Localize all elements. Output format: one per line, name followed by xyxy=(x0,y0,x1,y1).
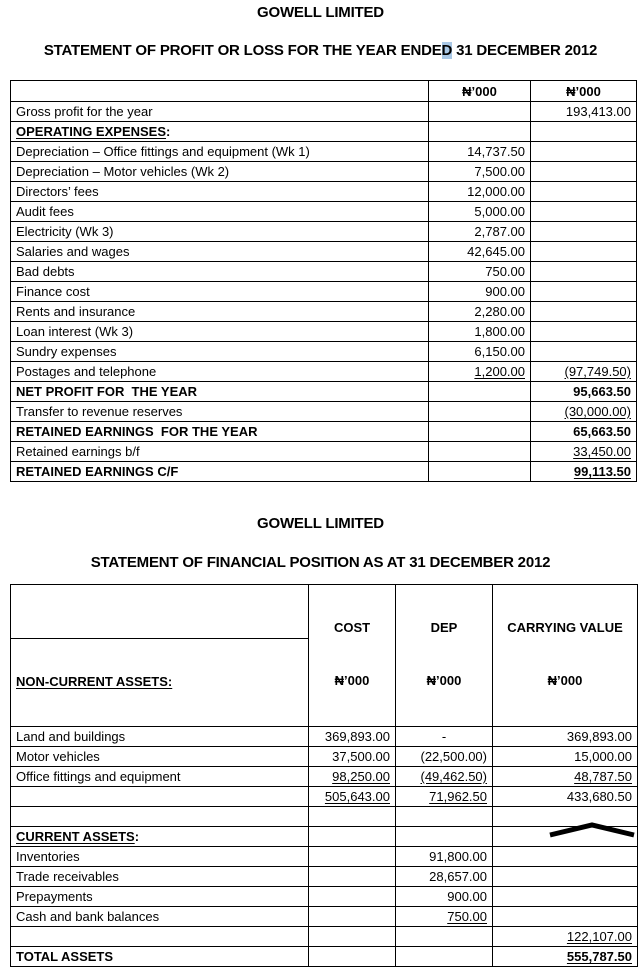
amount-cell: 15,000.00 xyxy=(493,747,638,767)
table-row xyxy=(11,727,638,747)
row-label-cell: Cash and bank balances xyxy=(11,907,309,927)
amount-cell xyxy=(309,887,396,907)
table-row xyxy=(11,322,637,342)
table-row xyxy=(11,847,638,867)
amount-cell: 95,663.50 xyxy=(531,382,637,402)
amount-cell: 1,200.00 xyxy=(429,362,531,382)
statement2-title xyxy=(0,555,641,571)
amount-cell: 505,643.00 xyxy=(309,787,396,807)
amount-cell: 122,107.00 xyxy=(493,927,638,947)
row-label-cell: Loan interest (Wk 3) xyxy=(11,322,429,342)
statement1-title-pre: STATEMENT OF PROFIT OR LOSS FOR THE YEAR ENDE xyxy=(43,42,442,59)
row-label-cell: RETAINED EARNINGS C/F xyxy=(11,462,429,482)
amount-cell: 42,645.00 xyxy=(429,242,531,262)
table-row xyxy=(11,787,638,807)
row-label-cell xyxy=(11,807,309,827)
amount-cell xyxy=(531,242,637,262)
row-label-cell: Finance cost xyxy=(11,282,429,302)
row-label-cell: Salaries and wages xyxy=(11,242,429,262)
row-label-cell: Inventories xyxy=(11,847,309,867)
table-row xyxy=(11,927,638,947)
amount-cell xyxy=(309,907,396,927)
row-label-cell: Directors’ fees xyxy=(11,182,429,202)
amount-cell xyxy=(429,462,531,482)
amount-cell xyxy=(531,302,637,322)
statement1-title xyxy=(0,43,641,59)
amount-cell: 6,150.00 xyxy=(429,342,531,362)
financial-position-table xyxy=(10,584,638,967)
amount-cell: 369,893.00 xyxy=(493,727,638,747)
header-unit-cell: ₦’000 xyxy=(429,81,531,102)
amount-cell xyxy=(531,162,637,182)
table-row xyxy=(11,947,638,967)
row-label-cell: Depreciation – Office fittings and equipment (Wk 1) xyxy=(11,142,429,162)
table-row xyxy=(11,747,638,767)
amount-cell: 99,113.50 xyxy=(531,462,637,482)
amount-cell xyxy=(493,867,638,887)
amount-cell xyxy=(493,907,638,927)
amount-cell: 750.00 xyxy=(429,262,531,282)
table-row xyxy=(11,382,637,402)
header-unit-cell: ₦’000 xyxy=(531,81,637,102)
amount-cell xyxy=(531,142,637,162)
amount-cell: 193,413.00 xyxy=(531,102,637,122)
amount-cell: 37,500.00 xyxy=(309,747,396,767)
amount-cell: 48,787.50 xyxy=(493,767,638,787)
table-row xyxy=(11,807,638,827)
amount-cell: 28,657.00 xyxy=(396,867,493,887)
amount-cell: - xyxy=(396,727,493,747)
row-label-cell: Audit fees xyxy=(11,202,429,222)
amount-cell xyxy=(429,382,531,402)
amount-cell: 5,000.00 xyxy=(429,202,531,222)
amount-cell xyxy=(493,847,638,867)
table-row xyxy=(11,102,637,122)
table-row xyxy=(11,462,637,482)
row-label-cell: Gross profit for the year xyxy=(11,102,429,122)
company-name-1 xyxy=(0,5,641,21)
row-label-cell: Postages and telephone xyxy=(11,362,429,382)
row-label-cell: Sundry expenses xyxy=(11,342,429,362)
table-row xyxy=(11,342,637,362)
table-row xyxy=(11,182,637,202)
amount-cell: 33,450.00 xyxy=(531,442,637,462)
amount-cell: 65,663.50 xyxy=(531,422,637,442)
row-label-cell: Office fittings and equipment xyxy=(11,767,309,787)
amount-cell: 369,893.00 xyxy=(309,727,396,747)
table-row xyxy=(11,202,637,222)
table-row xyxy=(11,222,637,242)
row-label-cell: Electricity (Wk 3) xyxy=(11,222,429,242)
table-row xyxy=(11,442,637,462)
header-carrying-value-cell: CARRYING VALUE ₦’000 xyxy=(493,585,638,727)
header-section-cell xyxy=(11,585,309,727)
amount-cell xyxy=(531,122,637,142)
amount-cell xyxy=(309,947,396,967)
table-row xyxy=(11,122,637,142)
header-cost-cell: COST ₦’000 xyxy=(309,585,396,727)
amount-cell: 7,500.00 xyxy=(429,162,531,182)
amount-cell xyxy=(531,322,637,342)
table-row xyxy=(11,867,638,887)
table-row xyxy=(11,262,637,282)
table-header-row xyxy=(11,585,638,727)
table-row xyxy=(11,142,637,162)
row-label-cell: OPERATING EXPENSES: xyxy=(11,122,429,142)
amount-cell: 91,800.00 xyxy=(396,847,493,867)
amount-cell: (49,462.50) xyxy=(396,767,493,787)
amount-cell xyxy=(396,927,493,947)
row-label-cell: Motor vehicles xyxy=(11,747,309,767)
amount-cell: 2,787.00 xyxy=(429,222,531,242)
amount-cell xyxy=(531,182,637,202)
amount-cell: 1,800.00 xyxy=(429,322,531,342)
amount-cell xyxy=(309,847,396,867)
amount-cell: 555,787.50 xyxy=(493,947,638,967)
amount-cell xyxy=(531,262,637,282)
table-row xyxy=(11,242,637,262)
amount-cell: 2,280.00 xyxy=(429,302,531,322)
amount-cell: (30,000.00) xyxy=(531,402,637,422)
amount-cell: 900.00 xyxy=(429,282,531,302)
row-label-cell: Retained earnings b/f xyxy=(11,442,429,462)
amount-cell xyxy=(429,422,531,442)
section-noncurrent-assets: NON-CURRENT ASSETS: xyxy=(16,674,173,689)
amount-cell: 14,737.50 xyxy=(429,142,531,162)
header-blank-cell xyxy=(11,619,308,639)
amount-cell xyxy=(531,282,637,302)
table-row xyxy=(11,302,637,322)
table-row xyxy=(11,282,637,302)
table-row xyxy=(11,362,637,382)
row-label-cell: Trade receivables xyxy=(11,867,309,887)
row-label-cell: Land and buildings xyxy=(11,727,309,747)
row-label-cell: Rents and insurance xyxy=(11,302,429,322)
row-label-cell: TOTAL ASSETS xyxy=(11,947,309,967)
header-blank-cell xyxy=(11,81,429,102)
amount-cell xyxy=(493,887,638,907)
amount-cell xyxy=(531,202,637,222)
amount-cell xyxy=(396,827,493,847)
row-label-cell: Depreciation – Motor vehicles (Wk 2) xyxy=(11,162,429,182)
amount-cell xyxy=(429,442,531,462)
amount-cell xyxy=(429,402,531,422)
amount-cell: (97,749.50) xyxy=(531,362,637,382)
amount-cell xyxy=(429,122,531,142)
amount-cell: 900.00 xyxy=(396,887,493,907)
amount-cell xyxy=(429,102,531,122)
company-name-text: GOWELL LIMITED xyxy=(257,4,384,21)
amount-cell: 98,250.00 xyxy=(309,767,396,787)
amount-cell: 71,962.50 xyxy=(396,787,493,807)
table-row xyxy=(11,767,638,787)
row-label-cell: Transfer to revenue reserves xyxy=(11,402,429,422)
amount-cell: (22,500.00) xyxy=(396,747,493,767)
amount-cell xyxy=(309,867,396,887)
company-name-text: GOWELL LIMITED xyxy=(257,515,384,532)
profit-or-loss-table xyxy=(10,80,637,482)
amount-cell xyxy=(396,807,493,827)
table-row xyxy=(11,402,637,422)
statement1-title-post: 31 DECEMBER 2012 xyxy=(456,42,598,59)
row-label-cell: Bad debts xyxy=(11,262,429,282)
amount-cell xyxy=(309,927,396,947)
table-row xyxy=(11,907,638,927)
row-label-cell xyxy=(11,787,309,807)
table-row xyxy=(11,422,637,442)
amount-cell xyxy=(309,827,396,847)
table-row xyxy=(11,827,638,847)
row-label-cell: Prepayments xyxy=(11,887,309,907)
row-label-cell: RETAINED EARNINGS FOR THE YEAR xyxy=(11,422,429,442)
amount-cell xyxy=(531,342,637,362)
amount-cell xyxy=(531,222,637,242)
row-label-cell xyxy=(11,927,309,947)
table-row xyxy=(11,162,637,182)
row-label-cell: NET PROFIT FOR THE YEAR xyxy=(11,382,429,402)
text-selection-highlight: D xyxy=(441,42,453,59)
double-underline-caret-mark xyxy=(548,823,638,835)
company-name-2 xyxy=(0,516,641,532)
amount-cell: 433,680.50 xyxy=(493,787,638,807)
amount-cell: 750.00 xyxy=(396,907,493,927)
header-dep-cell: DEP ₦’000 xyxy=(396,585,493,727)
table-header-row xyxy=(11,81,637,102)
amount-cell xyxy=(309,807,396,827)
table-row xyxy=(11,887,638,907)
amount-cell xyxy=(396,947,493,967)
row-label-cell: CURRENT ASSETS: xyxy=(11,827,309,847)
statement2-title-text: STATEMENT OF FINANCIAL POSITION AS AT 31 DECEMBER 2012 xyxy=(90,554,551,571)
amount-cell: 12,000.00 xyxy=(429,182,531,202)
